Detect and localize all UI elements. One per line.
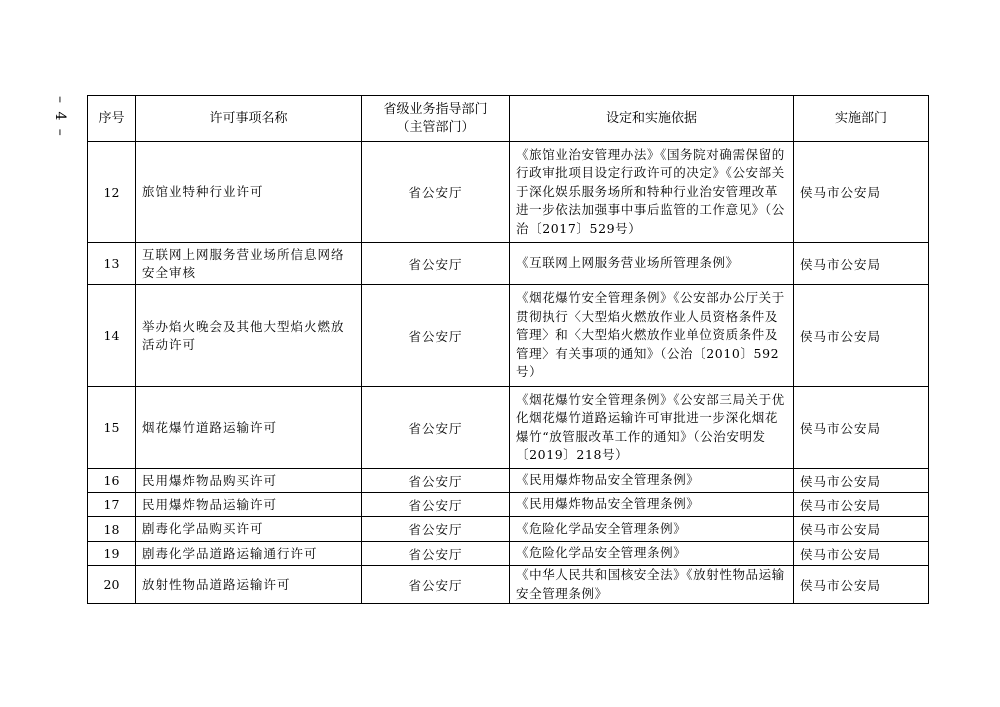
table-row	[88, 387, 929, 469]
row-supervising-department: 省公安厅	[362, 517, 510, 542]
table-row	[88, 142, 929, 243]
row-serial-number: 14	[88, 285, 136, 387]
row-implementing-department: 侯马市公安局	[794, 469, 929, 493]
row-permit-name: 民用爆炸物品运输许可	[136, 493, 362, 517]
table-row	[88, 493, 929, 517]
row-supervising-department: 省公安厅	[362, 243, 510, 285]
row-legal-basis: 《烟花爆竹安全管理条例》《公安部三局关于优化烟花爆竹道路运输许可审批进一步深化烟花爆竹“放管服改革工作的通知》（公治安明发〔2019〕218号）	[510, 387, 794, 469]
row-legal-basis: 《民用爆炸物品安全管理条例》	[510, 469, 794, 493]
header-serial-number: 序号	[88, 96, 136, 142]
row-implementing-department: 侯马市公安局	[794, 542, 929, 566]
row-permit-name: 剧毒化学品购买许可	[136, 517, 362, 542]
row-supervising-department: 省公安厅	[362, 285, 510, 387]
row-permit-name: 民用爆炸物品购买许可	[136, 469, 362, 493]
row-implementing-department: 侯马市公安局	[794, 493, 929, 517]
header-implementing-department: 实施部门	[794, 96, 929, 142]
row-implementing-department: 侯马市公安局	[794, 285, 929, 387]
row-supervising-department: 省公安厅	[362, 566, 510, 604]
row-permit-name: 剧毒化学品道路运输通行许可	[136, 542, 362, 566]
table-header-row	[88, 96, 929, 142]
table-row	[88, 243, 929, 285]
row-legal-basis: 《旅馆业治安管理办法》《国务院对确需保留的行政审批项目设定行政许可的决定》《公安部关于深化娱乐服务场所和特种行业治安管理改革进一步依法加强事中事后监管的工作意见》（公治〔2017〕529号）	[510, 142, 794, 243]
page-number: – 4 –	[52, 96, 68, 138]
row-permit-name: 举办焰火晚会及其他大型焰火燃放活动许可	[136, 285, 362, 387]
row-implementing-department: 侯马市公安局	[794, 243, 929, 285]
table-row	[88, 285, 929, 387]
row-serial-number: 19	[88, 542, 136, 566]
header-legal-basis: 设定和实施依据	[510, 96, 794, 142]
table-row	[88, 469, 929, 493]
row-supervising-department: 省公安厅	[362, 493, 510, 517]
header-permit-name: 许可事项名称	[136, 96, 362, 142]
header-supervising-department-line1: 省级业务指导部门	[383, 101, 488, 117]
row-legal-basis: 《烟花爆竹安全管理条例》《公安部办公厅关于贯彻执行〈大型焰火燃放作业人员资格条件及管理〉和〈大型焰火燃放作业单位资质条件及管理〉有关事项的通知》（公治〔2010〕592号）	[510, 285, 794, 387]
row-implementing-department: 侯马市公安局	[794, 142, 929, 243]
table-row	[88, 542, 929, 566]
row-implementing-department: 侯马市公安局	[794, 387, 929, 469]
row-serial-number: 13	[88, 243, 136, 285]
row-serial-number: 20	[88, 566, 136, 604]
row-permit-name: 互联网上网服务营业场所信息网络安全审核	[136, 243, 362, 285]
row-legal-basis: 《危险化学品安全管理条例》	[510, 517, 794, 542]
row-supervising-department: 省公安厅	[362, 469, 510, 493]
row-legal-basis: 《民用爆炸物品安全管理条例》	[510, 493, 794, 517]
row-legal-basis: 《中华人民共和国核安全法》《放射性物品运输安全管理条例》	[510, 566, 794, 604]
table-row	[88, 517, 929, 542]
row-serial-number: 17	[88, 493, 136, 517]
row-legal-basis: 《危险化学品安全管理条例》	[510, 542, 794, 566]
header-supervising-department	[362, 96, 510, 142]
row-implementing-department: 侯马市公安局	[794, 566, 929, 604]
table-row	[88, 566, 929, 604]
row-supervising-department: 省公安厅	[362, 142, 510, 243]
permit-table	[87, 95, 929, 604]
row-permit-name: 放射性物品道路运输许可	[136, 566, 362, 604]
row-implementing-department: 侯马市公安局	[794, 517, 929, 542]
row-legal-basis: 《互联网上网服务营业场所管理条例》	[510, 243, 794, 285]
row-supervising-department: 省公安厅	[362, 542, 510, 566]
row-supervising-department: 省公安厅	[362, 387, 510, 469]
row-permit-name: 旅馆业特种行业许可	[136, 142, 362, 243]
row-serial-number: 18	[88, 517, 136, 542]
row-serial-number: 16	[88, 469, 136, 493]
row-serial-number: 15	[88, 387, 136, 469]
row-serial-number: 12	[88, 142, 136, 243]
row-permit-name: 烟花爆竹道路运输许可	[136, 387, 362, 469]
header-supervising-department-line2: （主管部门）	[396, 119, 475, 135]
